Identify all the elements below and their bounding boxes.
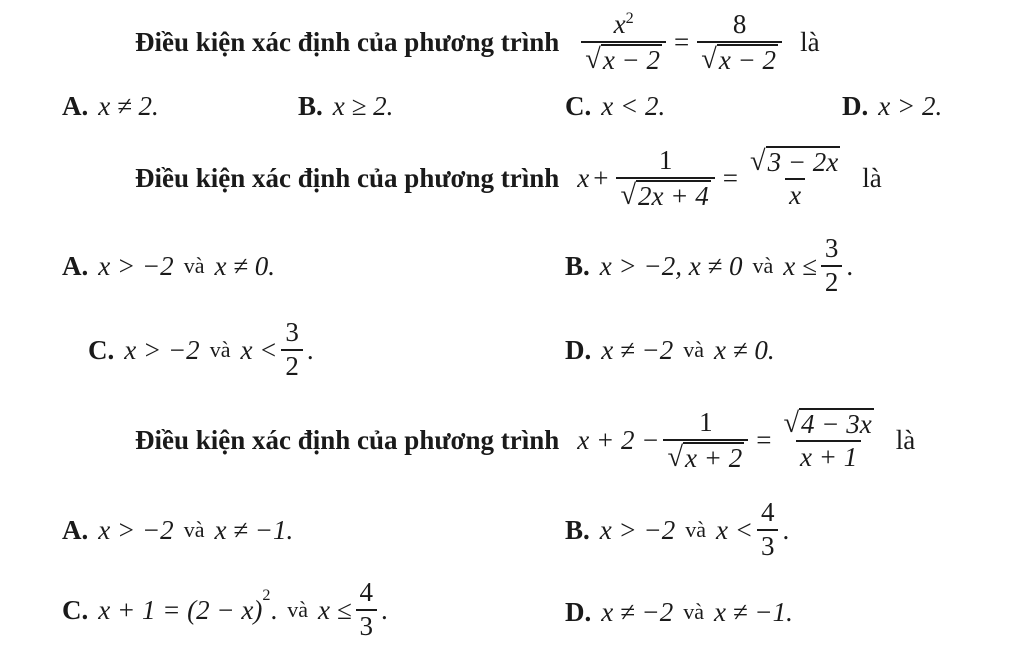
q2-fraction-1-numerator: 1 bbox=[658, 144, 673, 175]
q2-option-d bbox=[565, 328, 775, 372]
q1-option-c-text: x < 2. bbox=[601, 90, 666, 121]
q3-option-c-p1-end: . bbox=[270, 594, 278, 625]
q2-option-d-label: D. bbox=[565, 334, 592, 365]
q2-option-b-label: B. bbox=[565, 250, 590, 281]
q3-option-a bbox=[62, 508, 293, 552]
q2-option-b bbox=[565, 228, 853, 304]
q3-fraction-2-denominator: x + 1 bbox=[796, 440, 861, 473]
q3-option-b-frac-num: 4 bbox=[760, 497, 775, 528]
q3-option-b-end: . bbox=[782, 514, 790, 545]
q2-lhs-x: x bbox=[577, 162, 590, 193]
q2-plus: + bbox=[593, 162, 609, 193]
q2-tail: là bbox=[862, 162, 882, 193]
q2-option-b-frac-den: 2 bbox=[821, 265, 843, 298]
q3-option-d-p1: x ≠ −2 bbox=[601, 596, 674, 627]
q1-option-a bbox=[62, 86, 159, 126]
q3-option-c-frac-num: 4 bbox=[359, 577, 374, 608]
q3-option-d bbox=[565, 590, 793, 634]
q3-fraction-2: √ 4 − 3x x + 1 bbox=[783, 407, 872, 472]
q1-option-b-label: B. bbox=[298, 90, 323, 121]
q3-option-b-p2: x < bbox=[715, 514, 753, 545]
q3-fraction-2-radicand: 4 − 3x bbox=[801, 408, 872, 439]
q1-tail: là bbox=[800, 26, 820, 57]
q1-lhs-radicand: x − 2 bbox=[602, 44, 661, 75]
q2-option-b-p1: x > −2, x ≠ 0 bbox=[599, 250, 743, 281]
q2-option-c-va: và bbox=[209, 337, 231, 362]
q2-equals: = bbox=[722, 162, 738, 193]
q3-option-d-p2: x ≠ −1. bbox=[714, 596, 793, 627]
q1-rhs-radicand: x − 2 bbox=[718, 44, 777, 75]
q3-option-c-p1: x + 1 = (2 − x) bbox=[98, 594, 263, 625]
q1-rhs-numerator: 8 bbox=[732, 8, 747, 39]
q2-option-b-p2: x ≤ bbox=[783, 250, 817, 281]
q1-lhs-numerator: x bbox=[613, 8, 626, 39]
q2-stem: Điều kiện xác định của phương trình bbox=[135, 162, 560, 193]
q1-lhs-exponent: 2 bbox=[625, 8, 634, 27]
q3-option-b-frac-den: 3 bbox=[757, 529, 779, 562]
q1-option-a-label: A. bbox=[62, 90, 89, 121]
q1-option-d-text: x > 2. bbox=[878, 90, 943, 121]
q3-stem: Điều kiện xác định của phương trình bbox=[135, 424, 560, 455]
q2-option-c-fraction bbox=[281, 318, 303, 381]
q3-option-b-label: B. bbox=[565, 514, 590, 545]
q2-fraction-2-denominator: x bbox=[785, 178, 805, 211]
q2-option-b-end: . bbox=[846, 250, 854, 281]
q3-option-c-frac-den: 3 bbox=[356, 609, 378, 642]
q3-fraction-1-radicand: x + 2 bbox=[685, 442, 743, 473]
q3-option-a-label: A. bbox=[62, 514, 89, 545]
q3-option-b-va: và bbox=[685, 517, 706, 542]
q3-fraction-1-numerator: 1 bbox=[699, 406, 713, 437]
q2-option-c-p1: x > −2 bbox=[124, 334, 200, 365]
q2-fraction-2: √ 3 − 2x x bbox=[750, 145, 839, 210]
q3-option-a-va: và bbox=[183, 517, 205, 542]
q2-option-c-frac-den: 2 bbox=[281, 349, 303, 382]
q2-fraction-2-radicand: 3 − 2x bbox=[767, 146, 839, 177]
q2-option-c-label: C. bbox=[88, 334, 115, 365]
q1-option-d bbox=[842, 86, 942, 126]
q2-option-c bbox=[88, 312, 314, 388]
q3-option-d-label: D. bbox=[565, 596, 592, 627]
q2-option-b-frac-num: 3 bbox=[824, 233, 839, 264]
q3-lhs: x + 2 − bbox=[577, 424, 660, 455]
q1-option-b bbox=[298, 86, 393, 126]
q2-option-d-va: và bbox=[683, 337, 705, 362]
q1-option-b-text: x ≥ 2. bbox=[332, 90, 394, 121]
q2-option-a-va: và bbox=[183, 253, 205, 278]
q3-option-a-p1: x > −2 bbox=[98, 514, 174, 545]
q2-option-d-p1: x ≠ −2 bbox=[601, 334, 674, 365]
q2-option-a bbox=[62, 244, 275, 288]
q1-rhs-fraction: 8 √ x − 2 bbox=[697, 10, 782, 74]
q3-option-b bbox=[565, 492, 789, 568]
q1-option-c-label: C. bbox=[565, 90, 592, 121]
q3-option-c-fraction bbox=[356, 578, 378, 641]
q3-option-c-va: và bbox=[287, 597, 308, 622]
q2-fraction-1-radicand: 2x + 4 bbox=[638, 180, 709, 211]
q1-stem: Điều kiện xác định của phương trình bbox=[135, 26, 560, 57]
q3-option-b-fraction bbox=[757, 498, 779, 561]
q2-option-a-p1: x > −2 bbox=[98, 250, 174, 281]
q3-option-a-p2: x ≠ −1. bbox=[214, 514, 294, 545]
q3-equals: = bbox=[756, 424, 772, 455]
q1-option-c bbox=[565, 86, 665, 126]
q3-tail: là bbox=[895, 424, 916, 455]
q3-option-c bbox=[62, 572, 388, 648]
q2-option-c-frac-num: 3 bbox=[285, 317, 299, 348]
q2-option-a-p2: x ≠ 0. bbox=[214, 250, 276, 281]
q2-option-a-label: A. bbox=[62, 250, 89, 281]
q2-option-c-p2: x < bbox=[240, 334, 278, 365]
q1-equals: = bbox=[674, 26, 690, 57]
q3-stem-line bbox=[135, 400, 915, 480]
q3-fraction-1: 1 √ x + 2 bbox=[663, 408, 748, 472]
q2-option-b-va: và bbox=[752, 253, 774, 278]
q2-stem-line bbox=[135, 138, 882, 218]
q2-option-b-fraction bbox=[821, 234, 843, 297]
q3-option-c-exponent: 2 bbox=[262, 586, 271, 604]
q3-option-c-end: . bbox=[381, 594, 388, 625]
q1-option-d-label: D. bbox=[842, 90, 869, 121]
q2-option-c-end: . bbox=[306, 334, 314, 365]
q1-lhs-fraction: $x^2$ √ x − 2 bbox=[581, 10, 666, 74]
q3-option-b-p1: x > −2 bbox=[599, 514, 676, 545]
q2-option-d-p2: x ≠ 0. bbox=[714, 334, 775, 365]
q3-option-c-p2: x ≤ bbox=[317, 594, 352, 625]
q1-option-a-text: x ≠ 2. bbox=[98, 90, 159, 121]
q2-fraction-1: 1 √ 2x + 4 bbox=[616, 146, 714, 210]
q1-stem-line bbox=[135, 4, 820, 80]
q3-option-c-label: C. bbox=[62, 594, 89, 625]
q3-option-d-va: và bbox=[683, 599, 705, 624]
